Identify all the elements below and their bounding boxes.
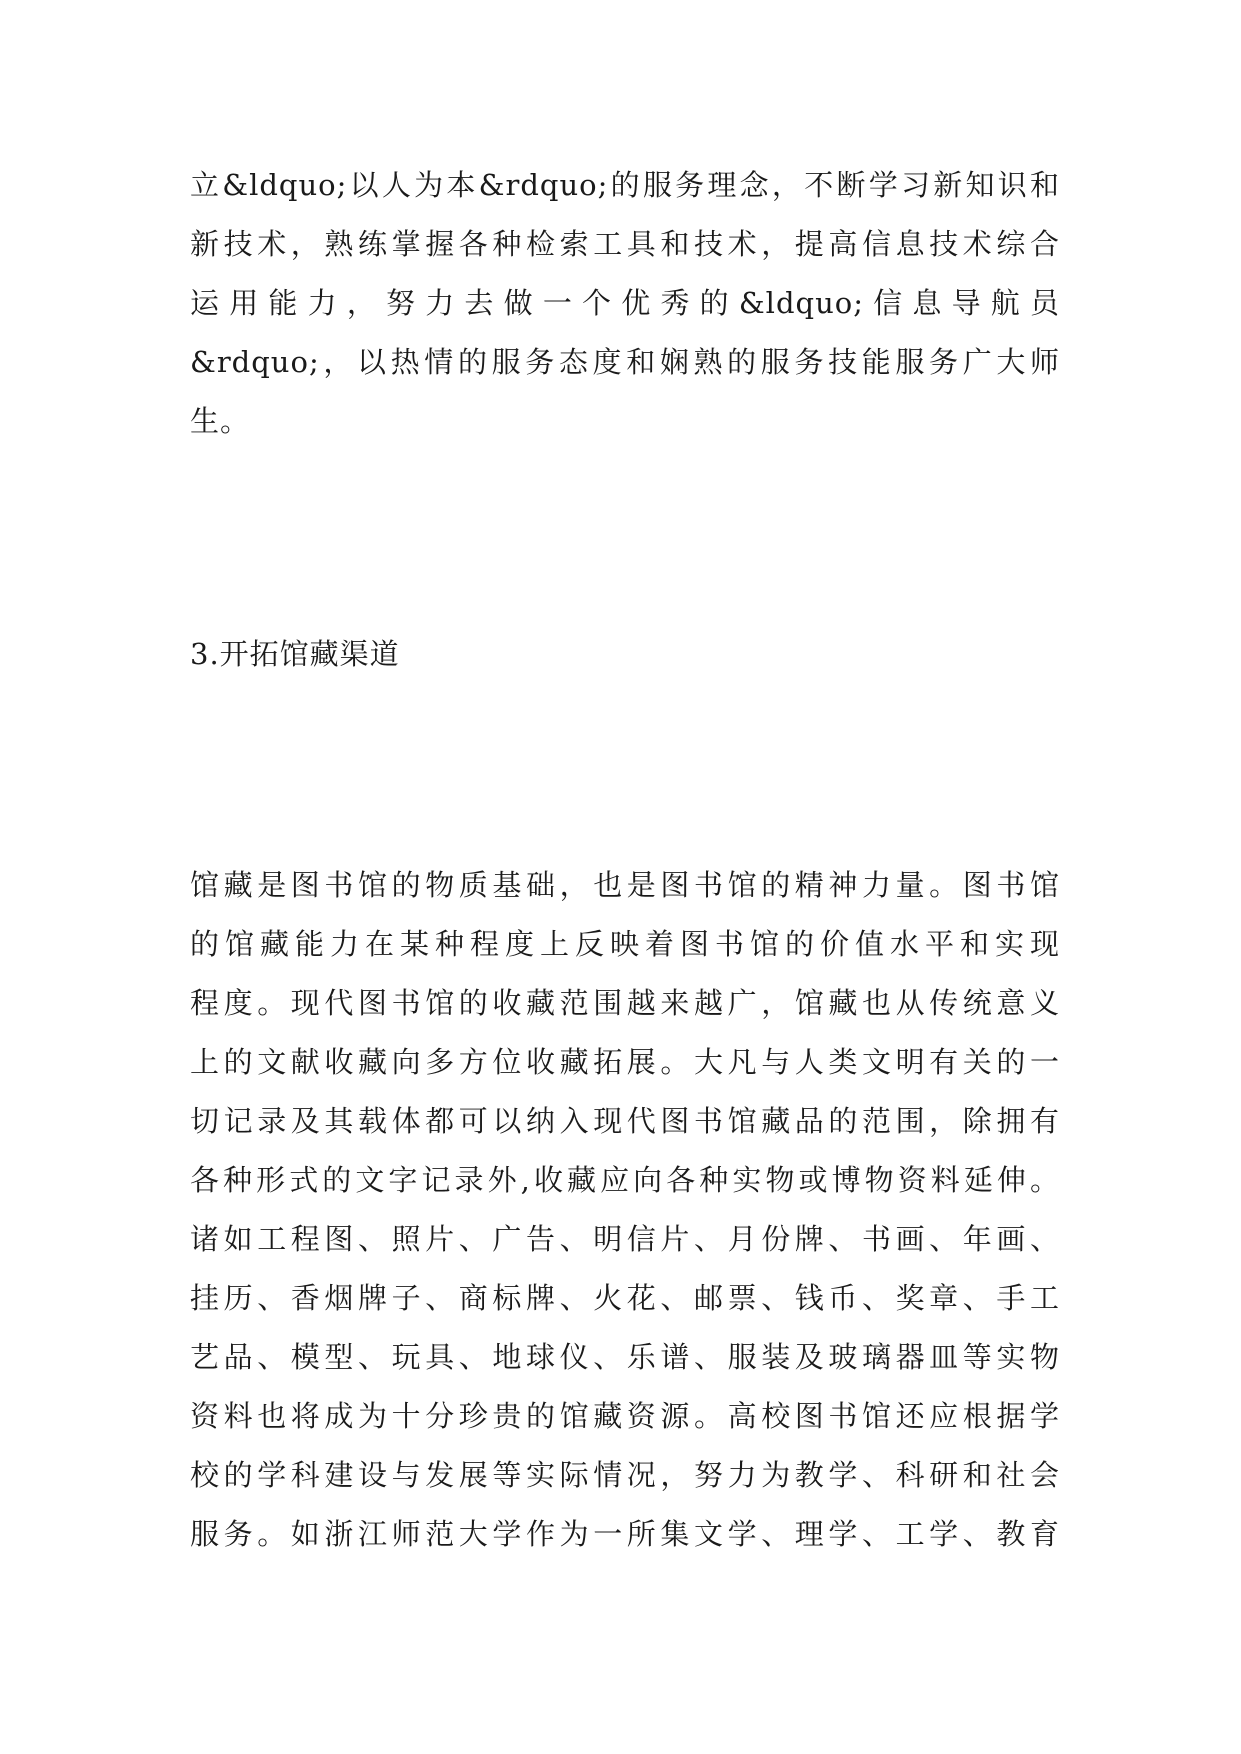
paragraph-service-philosophy	[190, 156, 1060, 451]
paragraph-line: 挂历、香烟牌子、商标牌、火花、邮票、钱币、奖章、手工	[190, 1281, 1060, 1315]
paragraph-line: 诸如工程图、照片、广告、明信片、月份牌、书画、年画、	[190, 1222, 1060, 1256]
paragraph-line: &rdquo;，以热情的服务态度和娴熟的服务技能服务广大师	[190, 345, 1060, 379]
paragraph-line: 资料也将成为十分珍贵的馆藏资源。高校图书馆还应根据学	[190, 1399, 1060, 1433]
paragraph-line: 切记录及其载体都可以纳入现代图书馆藏品的范围，除拥有	[190, 1104, 1060, 1138]
section-heading: 3.开拓馆藏渠道	[190, 637, 400, 671]
paragraph-line: 程度。现代图书馆的收藏范围越来越广，馆藏也从传统意义	[190, 986, 1060, 1020]
paragraph-line: 馆藏是图书馆的物质基础，也是图书馆的精神力量。图书馆	[190, 868, 1060, 902]
paragraph-line: 立&ldquo;以人为本&rdquo;的服务理念，不断学习新知识和	[190, 168, 1060, 202]
paragraph-line: 运用能力，努力去做一个优秀的&ldquo;信息导航员	[190, 286, 1060, 320]
paragraph-line: 上的文献收藏向多方位收藏拓展。大凡与人类文明有关的一	[190, 1045, 1060, 1079]
paragraph-line: 校的学科建设与发展等实际情况，努力为教学、科研和社会	[190, 1458, 1060, 1492]
paragraph-line: 各种形式的文字记录外,收藏应向各种实物或博物资料延伸。	[190, 1163, 1060, 1197]
paragraph-line: 新技术，熟练掌握各种检索工具和技术，提高信息技术综合	[190, 227, 1060, 261]
paragraph-line: 的馆藏能力在某种程度上反映着图书馆的价值水平和实现	[190, 927, 1060, 961]
paragraph-line: 生。	[190, 404, 251, 438]
paragraph-collection-channels	[190, 856, 1060, 1564]
paragraph-line: 服务。如浙江师范大学作为一所集文学、理学、工学、教育	[190, 1517, 1060, 1551]
paragraph-line: 艺品、模型、玩具、地球仪、乐谱、服装及玻璃器皿等实物	[190, 1340, 1060, 1374]
